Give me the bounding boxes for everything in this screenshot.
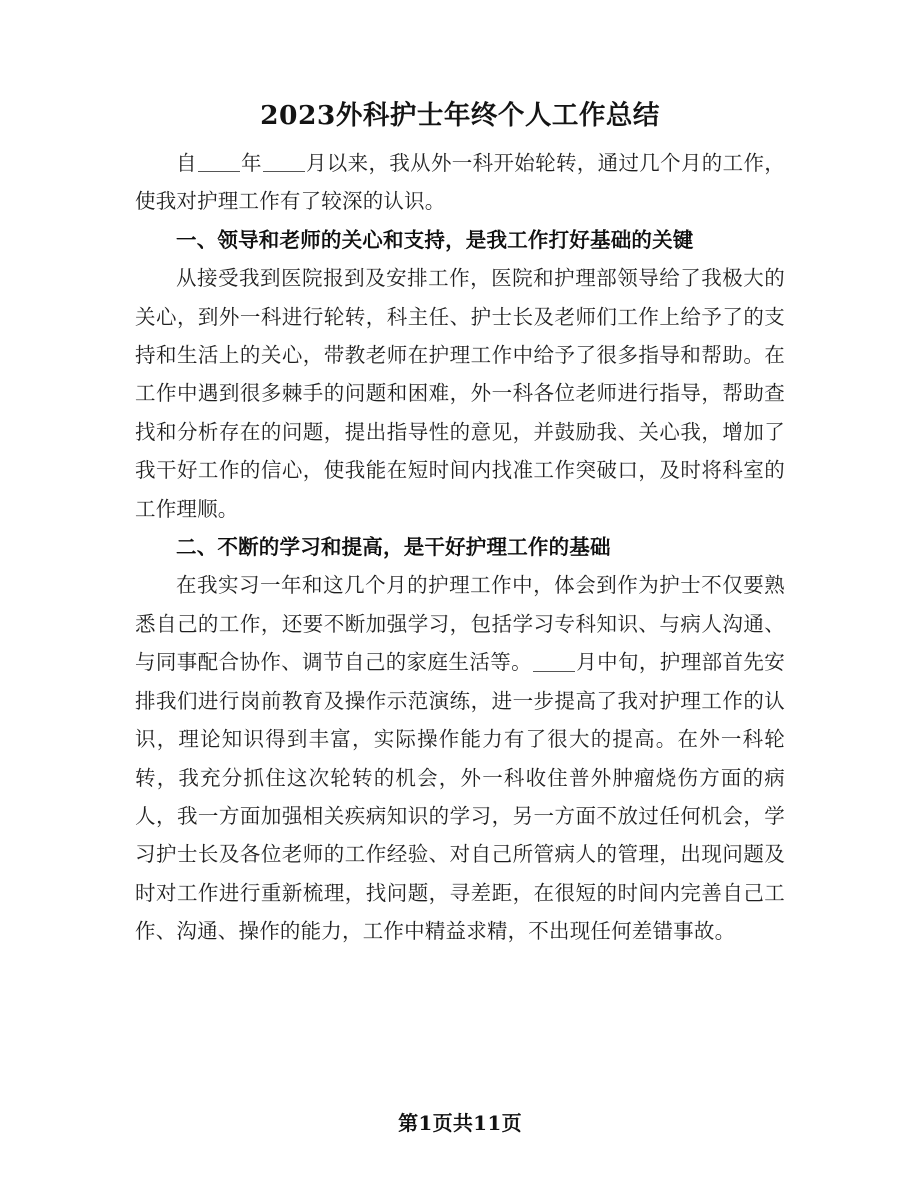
document-body [135,96,785,951]
intro-paragraph [135,144,785,221]
page-number-footer: 第1页共11页 [398,1111,522,1135]
intro-text-lead: 自 [176,151,197,175]
month-blank-field-second[interactable] [533,671,575,672]
intro-text-year-label: 年 [240,151,262,175]
section-heading-two: 二、不断的学习和提高，是干好护理工作的基础 [176,535,611,560]
intro-text-tail: 月以来，我从外一科开始轮转，通过几个月的工作，使我对护理工作有了较深的认识。 [135,151,785,214]
section-heading-one: 一、领导和老师的关心和支持，是我工作打好基础的关键 [176,227,694,252]
section-two-text-tail: 月中旬，护理部首先安排我们进行岗前教育及操作示范演练，进一步提高了我对护理工作的认识，理论知识得到丰富，实际操作能力有了很大的提高。在外一科轮转，我充分抓住这次轮转的机会，外一科收住普外肿瘤烧伤方面的病人，我一方面加强相关疾病知识的学习，另一方面不放过任何机会，学习护士长及各位老师的工作经验、对自己所管病人的管理，出现问题及时对工作进行重新梳理，找问题，寻差距，在很短的时间内完善自己工作、沟通、操作的能力，工作中精益求精，不出现任何差错事故。 [135,650,785,944]
section-two-text-lead: 在我实习一年和这几个月的护理工作中，体会到作为护士不仅要熟悉自己的工作，还要不断加强学习，包括学习专科知识、与病人沟通、与同事配合协作、调节自己的家庭生活等。 [135,573,785,675]
year-blank-field[interactable] [198,171,240,172]
month-blank-field[interactable] [263,171,305,172]
section-one-body: 从接受我到医院报到及安排工作，医院和护理部领导给了我极大的关心，到外一科进行轮转，科主任、护士长及老师们工作上给予了的支持和生活上的关心，带教老师在护理工作中给予了很多指导和帮助。在工作中遇到很多棘手的问题和困难，外一科各位老师进行指导，帮助查找和分析存在的问题，提出指导性的意见，并鼓励我、关心我，增加了我干好工作的信心，使我能在短时间内找准工作突破口，及时将科室的工作理顺。 [135,266,785,521]
page-title: 2023外科护士年终个人工作总结 [260,100,660,131]
section-two-body [135,566,785,950]
